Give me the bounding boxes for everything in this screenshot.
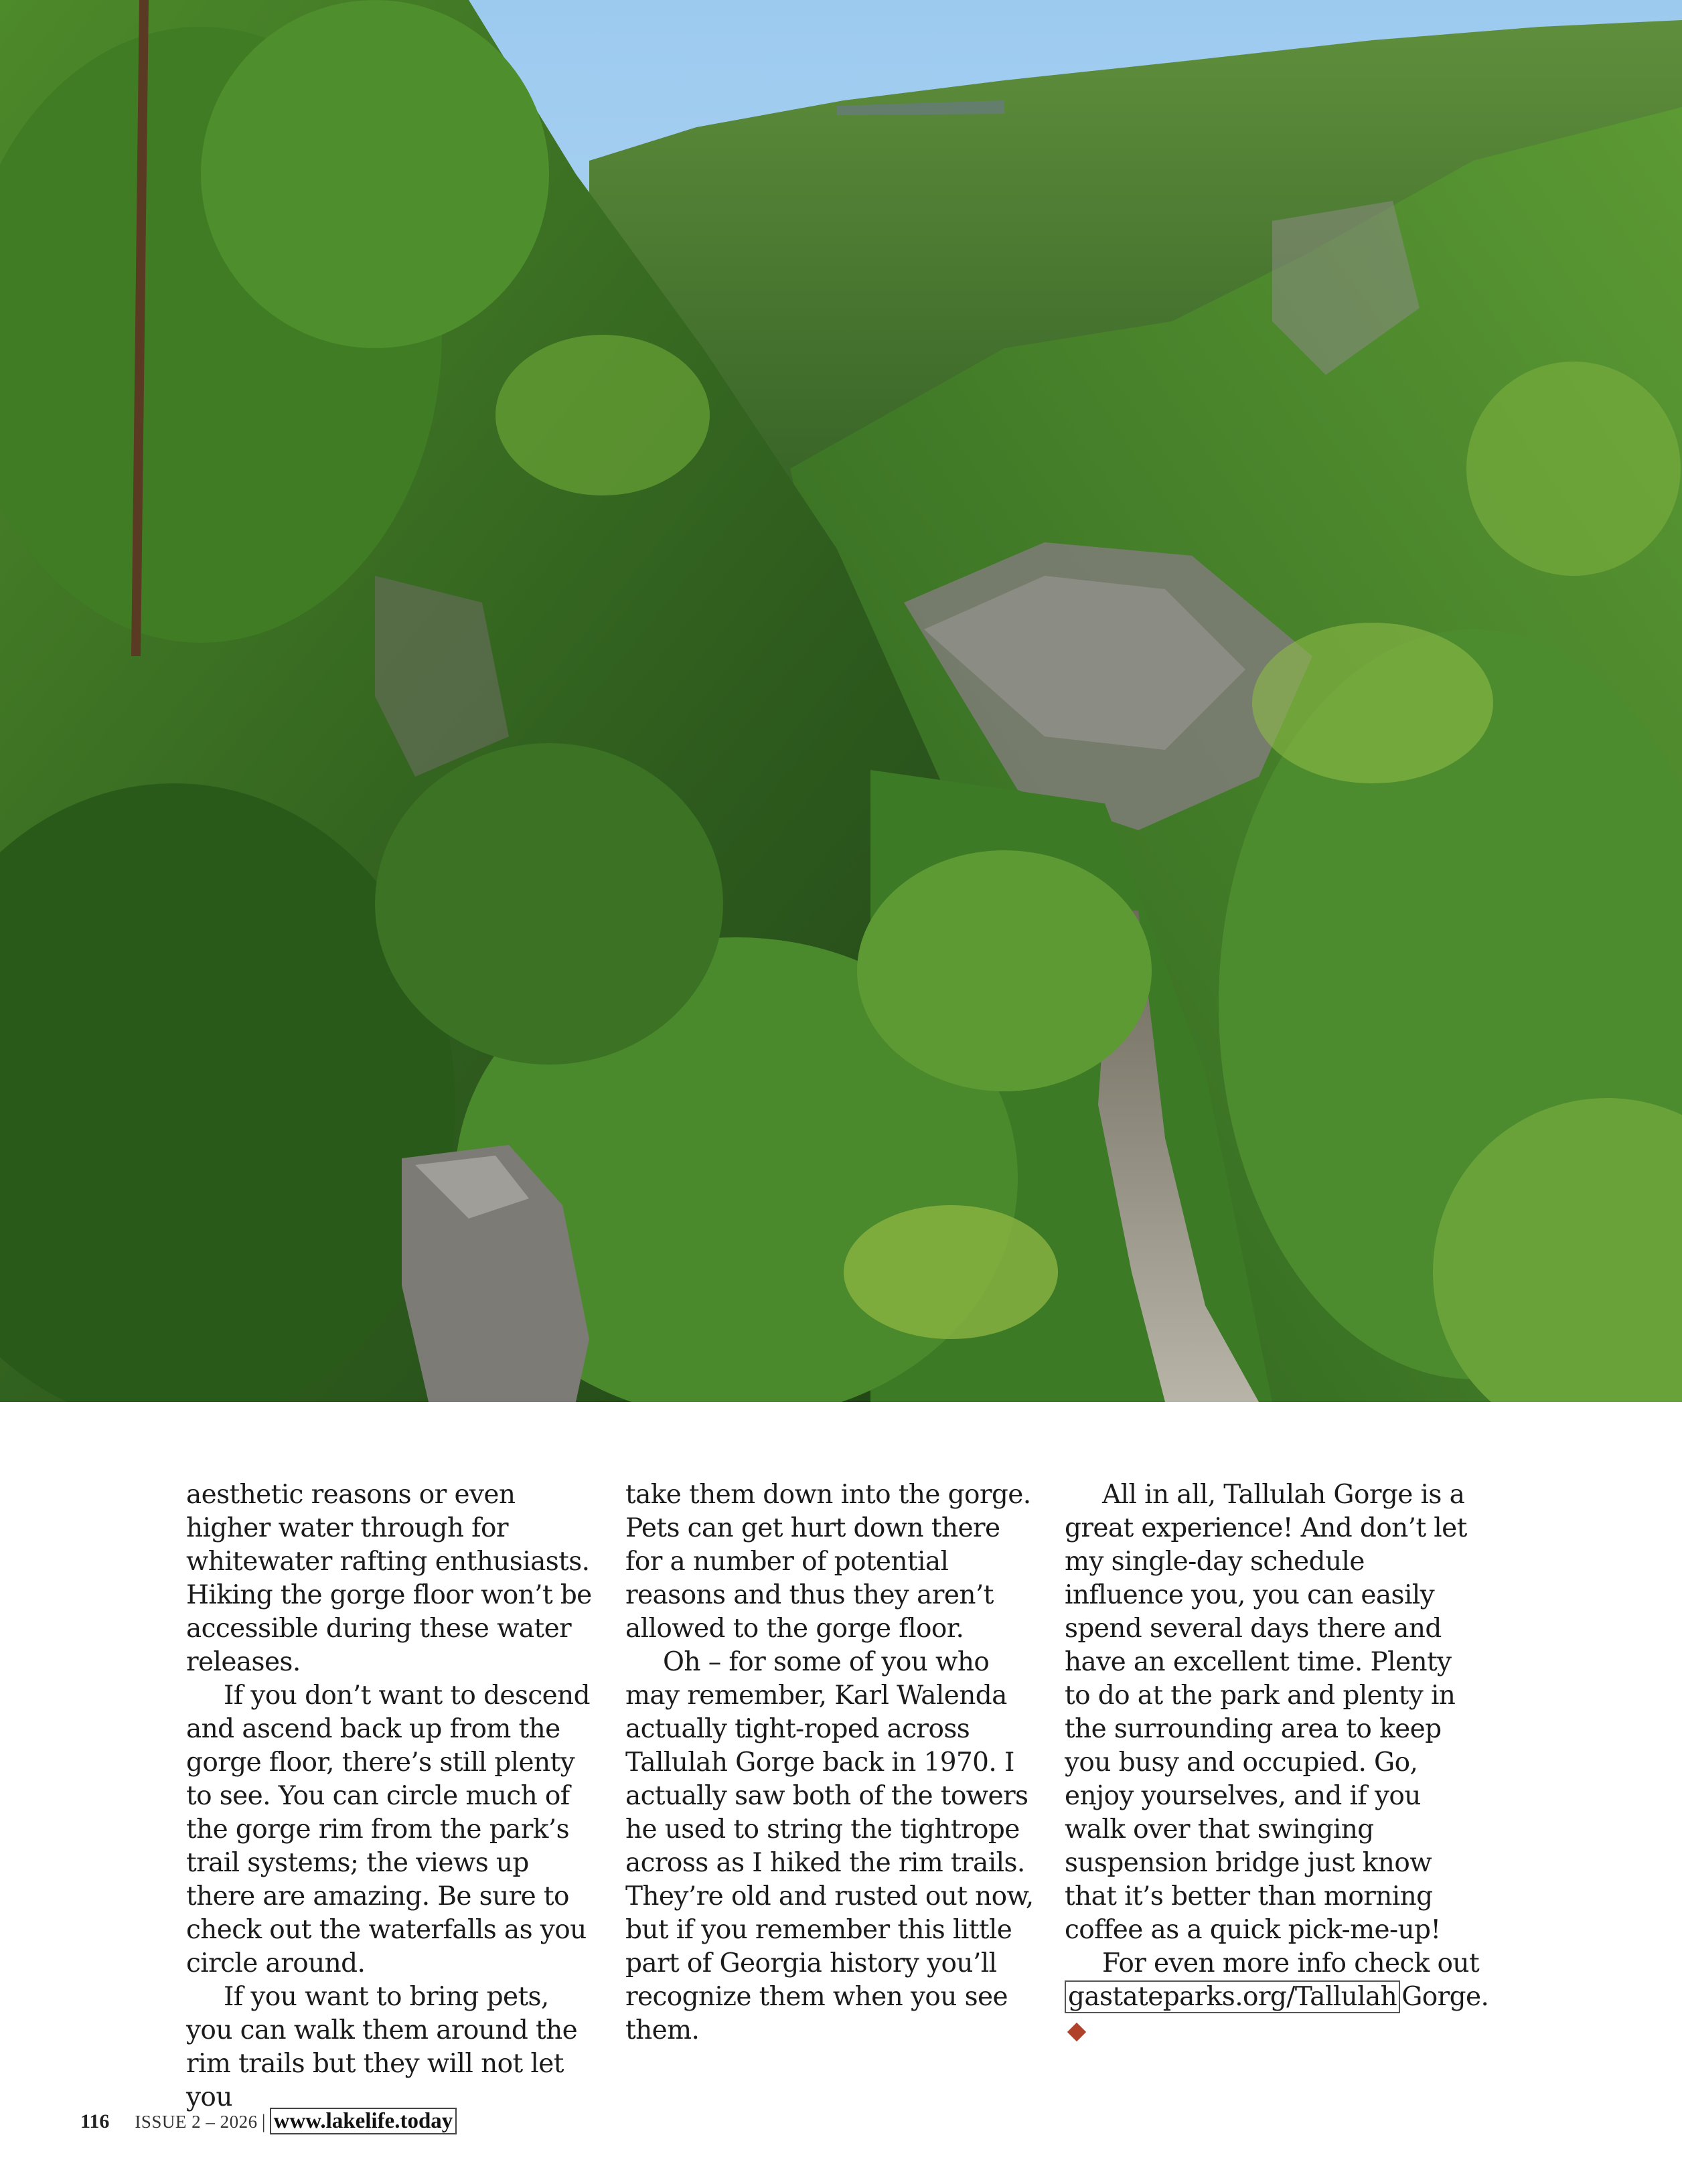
paragraph: aesthetic reasons or even higher water through for whitewater rafting enthusiasts. Hiking the gorge floor won’t be accessible during these water releases.: [186, 1480, 592, 1677]
paragraph: If you want to bring pets, you can walk them around the rim trails but they will not let you: [186, 1982, 578, 2112]
state-parks-link[interactable]: gastateparks.org/Tallulah: [1065, 1980, 1400, 2013]
paragraph: take them down into the gorge. Pets can get hurt down there for a number of potential reasons and thus they aren’t allowed to the gorge floor.: [625, 1480, 1031, 1644]
article-column-1: [186, 1478, 601, 2114]
paragraph: All in all, Tallulah Gorge is a great experience! And don’t let my single-day schedule influence you, you can easily spend several days there and have an excellent time. Plenty to do at the park and plenty in the surrounding area to keep you busy and occupied. Go, enjoy yourselves, and if you walk over that swinging suspension bridge just know that it’s better than morning coffee as a quick pick-me-up!: [1065, 1480, 1467, 1945]
issue-label: ISSUE 2 – 2026: [135, 2112, 258, 2132]
closing-paragraph: [1065, 1947, 1489, 2014]
footer-separator: |: [261, 2110, 266, 2132]
website-link[interactable]: www.lakelife.today: [270, 2108, 457, 2134]
closing-lead: For even more info check out: [1102, 1948, 1480, 1978]
paragraph: If you don’t want to descend and ascend back up from the gorge floor, there’s still plenty to see. You can circle much of the gorge rim from the park’s trail systems; the views up there are amazing. Be sure to check out the waterfalls as you circle around.: [186, 1681, 590, 1978]
end-of-article-diamond-icon: [1067, 2023, 1086, 2041]
paragraph: Oh – for some of you who may remember, Karl Walenda actually tight-roped across Tallulah Gorge back in 1970. I actually saw both of the towers he used to string the tightrope across as I hiked the rim trails. They’re old and rusted out now, but if you remember this little part of Georgia history you’ll recognize them when you see them.: [625, 1647, 1034, 2045]
closing-tail: Gorge.: [1401, 1982, 1489, 2012]
page-footer: [80, 2108, 457, 2134]
article-column-2: [625, 1478, 1041, 2047]
article-column-3: [1065, 1478, 1489, 2047]
page-number: 116: [80, 2110, 110, 2132]
